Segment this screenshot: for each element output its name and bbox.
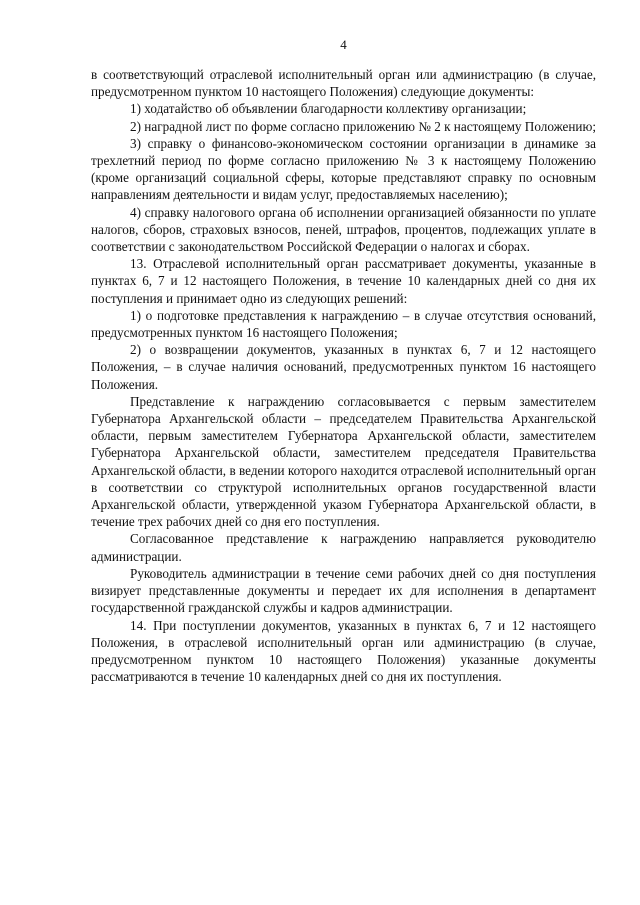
paragraph-clause-13: 13. Отраслевой исполнительный орган рассматривает документы, указанные в пунктах 6, 7 и 12 настоящего Положения, в течение 10 календарных дней со дня их поступления и принимает одно из следующих решений: [91, 256, 596, 306]
paragraph-item-2: 2) наградной лист по форме согласно приложению № 2 к настоящему Положению; [130, 118, 597, 134]
document-body [91, 66, 596, 685]
paragraph-approval: Представление к награждению согласовывается с первым заместителем Губернатора Архангельской области – председателем Правительства Архангельской области, первым заместителем Губернатора Архангельской области, заместителем Губернатора Архангельской области, заместителем председателя Правительства Архангельской области, в ведении которого находится отраслевой исполнительный орган в соответствии со структурой исполнительных органов государственной власти Архангельской области, утвержденной указом Губернатора Архангельской области, в течение трех рабочих дней со дня его поступления. [91, 393, 596, 530]
paragraph-item-4: 4) справку налогового органа об исполнении организацией обязанности по уплате налогов, сборов, страховых взносов, пеней, штрафов, процентов, подлежащих уплате в соответствии с законодательством Российской Федерации о налогах и сборах. [91, 204, 596, 255]
paragraph-item-1: 1) ходатайство об объявлении благодарности коллективу организации; [130, 101, 527, 117]
paragraph-item-3: 3) справку о финансово-экономическом состоянии организации в динамике за трехлетний период по форме согласно приложению № 3 к настоящему Положению (кроме организаций социальной сферы, которые представляют справку по основным направлениям деятельности и видам услуг, предоставляемых населению); [91, 135, 596, 203]
paragraph-intro: в соответствующий отраслевой исполнительный орган или администрацию (в случае, предусмотренном пунктом 10 настоящего Положения) следующие документы: [91, 67, 596, 100]
paragraph-decision-1: 1) о подготовке представления к награждению – в случае отсутствия оснований, предусмотренных пунктом 16 настоящего Положения; [91, 307, 596, 341]
paragraph-head-review: Руководитель администрации в течение семи рабочих дней со дня поступления визирует представленные документы и передает их для исполнения в департамент государственной гражданской службы и кадров администрации. [91, 565, 596, 616]
paragraph-decision-2: 2) о возвращении документов, указанных в пунктах 6, 7 и 12 настоящего Положения, – в случае наличия оснований, предусмотренных пунктом 16 настоящего Положения. [91, 342, 596, 392]
page-number: 4 [340, 37, 347, 52]
paragraph-submission: Согласованное представление к награждению направляется руководителю администрации. [91, 531, 596, 564]
paragraph-clause-14: 14. При поступлении документов, указанных в пунктах 6, 7 и 12 настоящего Положения, в отраслевой исполнительный орган или администрацию (в случае, предусмотренном пунктом 10 настоящего Положения) указанные документы рассматриваются в течение 10 календарных дней со дня их поступления. [91, 617, 596, 685]
